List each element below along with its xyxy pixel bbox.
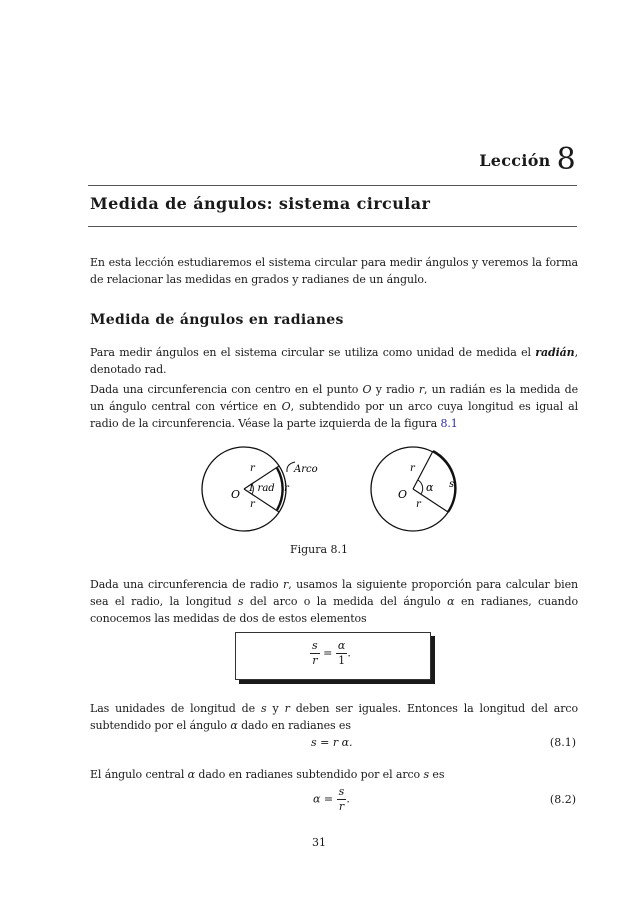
right-arc-label: s — [449, 479, 455, 490]
p3-text-d: en radianes, cuando conocemos las medidas de dos de estos elementos — [90, 595, 579, 625]
equation-8-1 — [311, 736, 353, 749]
p5-text-a: El ángulo central — [90, 768, 188, 781]
p4-var-alpha: α — [230, 719, 238, 732]
p2-var-o: O — [362, 383, 372, 396]
right-radius-label-top: r — [410, 463, 415, 474]
p5-var-alpha: α — [187, 768, 196, 781]
eq2-den: r — [338, 800, 345, 813]
intro-paragraph: En esta lección estudiaremos el sistema circular para medir ángulos y veremos la forma de relacionar las medidas en grados y radianes de un ángulo. — [90, 256, 578, 286]
left-radius-label-bottom: r — [250, 499, 255, 510]
eq1-equals: = — [316, 736, 333, 749]
p2-text-c: , un radián es la medida de un ángulo central con vértice en — [90, 383, 578, 413]
proportion-box — [235, 632, 431, 680]
title-rule-bottom — [88, 226, 577, 227]
frac2-den: 1 — [338, 654, 346, 667]
p5-text-b: dado en radianes subtendido por el arco — [195, 768, 424, 781]
figure-ref-link[interactable]: 8.1 — [440, 417, 458, 430]
paragraph-2 — [90, 381, 578, 432]
equation-number-8-1: (8.1) — [549, 736, 576, 749]
left-subtended-arc — [277, 468, 283, 510]
left-circle-diagram — [202, 447, 318, 531]
p4-text-b: y — [266, 702, 285, 715]
p3-var-r: r — [283, 578, 289, 591]
p3-text-c: del arco o la medida del ángulo — [243, 595, 448, 608]
p1-text-end: , denotado rad. — [90, 346, 578, 376]
fraction-s-over-r — [310, 639, 320, 668]
title-rule-top — [88, 185, 577, 186]
p4-text-d: dado en radianes es — [237, 719, 351, 732]
page-number: 31 — [312, 836, 326, 849]
equation-8-2 — [313, 785, 350, 814]
right-angle-arc — [418, 480, 423, 494]
paragraph-4 — [90, 700, 578, 734]
p3-text-b: , usamos la siguiente proporción para calcular bien sea el radio, la longitud — [90, 578, 578, 608]
equals-sign: = — [323, 646, 333, 660]
paragraph-3 — [90, 576, 578, 627]
eq1-lhs: s — [311, 736, 317, 749]
figure-8-1 — [0, 444, 638, 544]
equation-number-8-2: (8.2) — [549, 793, 576, 806]
p1-bold-term: radián — [535, 346, 575, 359]
frac1-den: r — [312, 654, 318, 667]
p5-text-c: es — [429, 768, 445, 781]
left-center-label: O — [231, 488, 241, 501]
eq2-lhs: α — [313, 792, 321, 806]
p2-text-a: Dada una circunferencia con centro en el punto — [90, 383, 363, 396]
frac1-num: s — [312, 639, 318, 652]
eq1-rhs: r α. — [332, 736, 353, 749]
left-arc-label: Arco — [294, 464, 318, 475]
eq2-num: s — [338, 785, 345, 798]
eq2-equals: = — [320, 792, 337, 806]
left-angle-label: 1 rad — [248, 483, 275, 494]
p4-text-c: deben ser iguales. Entonces la longitud del arco subtendido por el ángulo — [90, 702, 578, 732]
paragraph-1 — [90, 344, 578, 378]
right-center-label: O — [398, 488, 408, 501]
eq2-period: . — [346, 792, 350, 806]
fraction-s-over-r-2 — [337, 785, 347, 814]
p2-var-o2: O — [281, 400, 291, 413]
p4-var-s: s — [260, 702, 267, 715]
p1-text: Para medir ángulos en el sistema circular se utiliza como unidad de medida el — [90, 346, 536, 359]
paragraph-5 — [90, 766, 578, 783]
fraction-alpha-over-1 — [336, 639, 347, 668]
p2-var-r: r — [418, 383, 425, 396]
equation-period: . — [347, 646, 351, 660]
p4-text-a: Las unidades de longitud de — [90, 702, 261, 715]
figure-caption: Figura 8.1 — [289, 543, 349, 556]
left-radius-label-top: r — [250, 463, 255, 474]
section-heading: Medida de ángulos en radianes — [90, 312, 344, 328]
p3-var-alpha: α — [447, 595, 455, 608]
right-angle-label: α — [426, 481, 434, 494]
p3-text-a: Dada una circunferencia de radio — [90, 578, 284, 591]
proportion-equation — [310, 639, 351, 668]
lesson-label: Lección — [479, 151, 551, 170]
p5-var-s: s — [423, 768, 430, 781]
p2-text-b: y radio — [371, 383, 419, 396]
right-circle-diagram — [371, 447, 455, 531]
lesson-number: 8 — [556, 142, 576, 177]
p3-var-s: s — [237, 595, 244, 608]
right-radius-label-bottom: r — [416, 499, 421, 510]
frac2-num: α — [337, 639, 346, 652]
lesson-title: Medida de ángulos: sistema circular — [90, 194, 431, 213]
lesson-header — [479, 142, 576, 177]
left-arc-radius-label: r — [284, 483, 289, 494]
p4-var-r: r — [284, 702, 290, 715]
p2-text-d: , subtendido por un arco cuya longitud es igual al radio de la circunferencia. Véase la parte izquierda de la figura — [90, 400, 578, 430]
